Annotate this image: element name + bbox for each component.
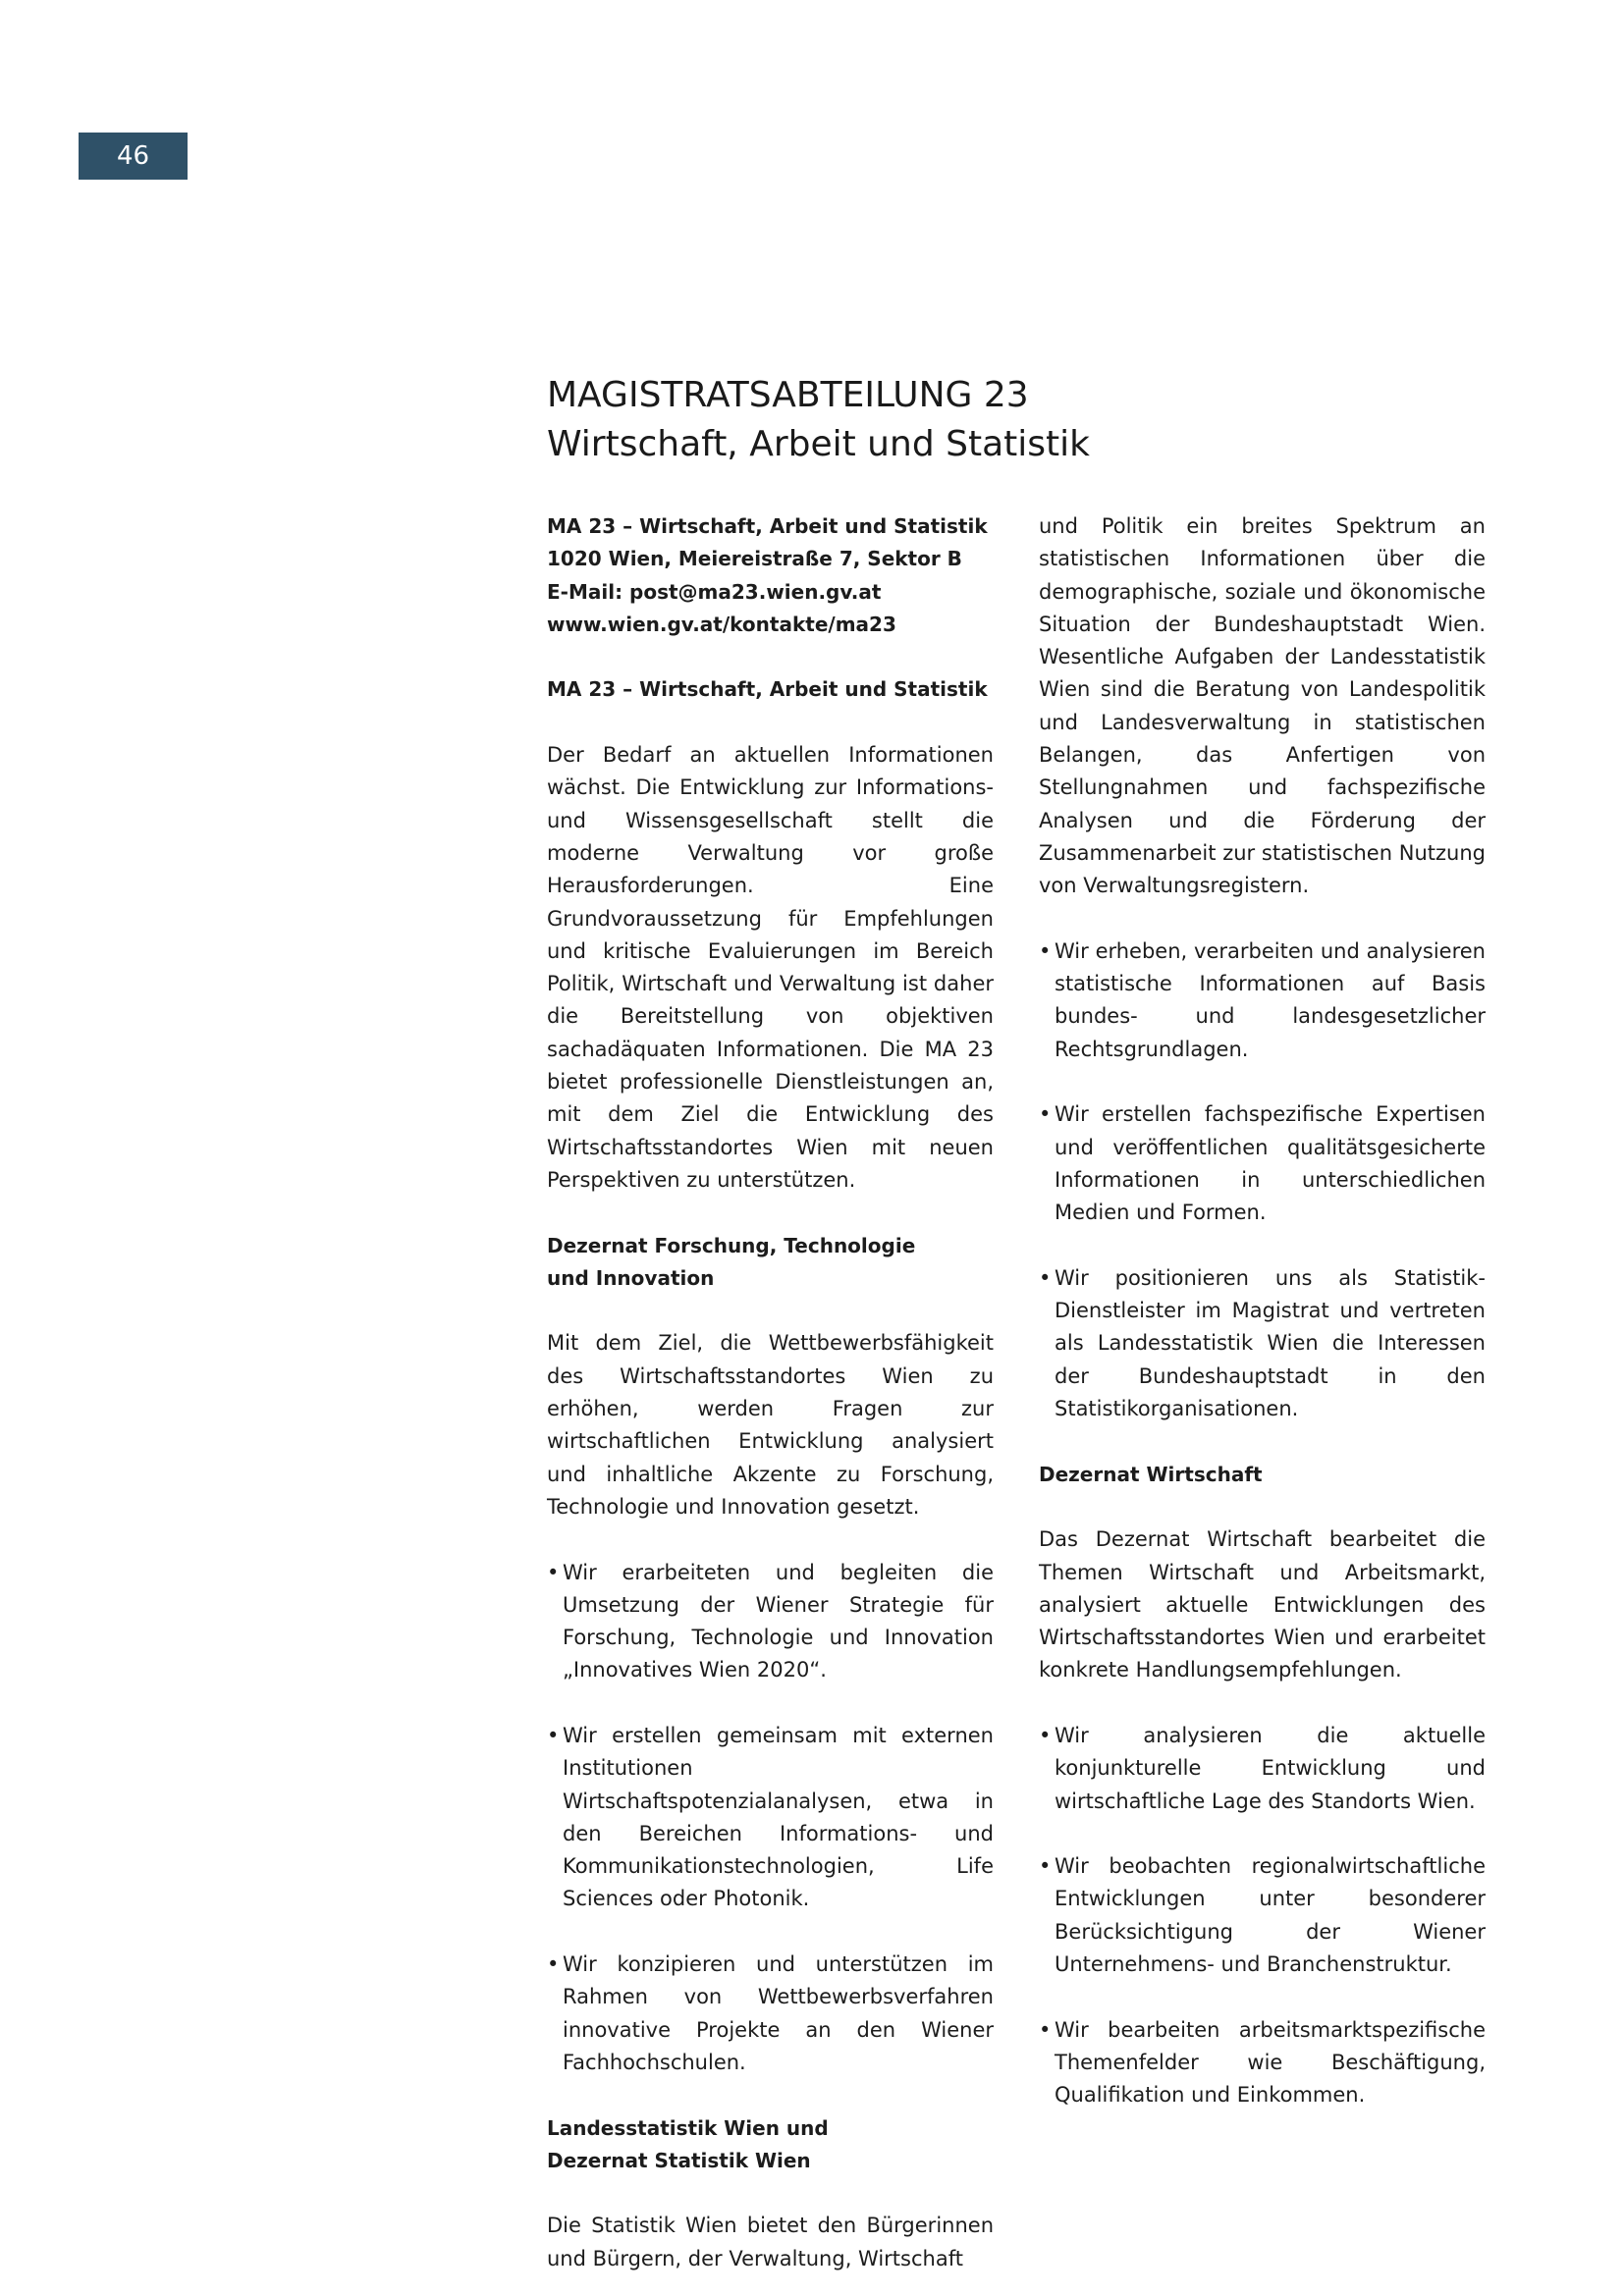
title-line-subtitle: Wirtschaft, Arbeit und Statistik	[547, 424, 1090, 464]
list-item: • Wir bearbeiten arbeitsmarktspezifische Themenfelder wie Beschäftigung, Qualifikation und Einkommen.	[1039, 2014, 1486, 2112]
section-forschung-text: Mit dem Ziel, die Wettbewerbsfähigkeit des Wirtschaftsstandortes Wien zu erhöhen, werden Fragen zur wirtschaftlichen Entwicklung analysiert und inhaltliche Akzente zu Forschung, Technologie und Innovation gesetzt.	[547, 1331, 994, 1519]
right-column	[1039, 510, 1486, 2145]
section-statistik-title-line1: Landesstatistik Wien und	[547, 2115, 829, 2140]
section-wirtschaft-text: Das Dezernat Wirtschaft bearbeitet die Themen Wirtschaft und Arbeitsmarkt, analysiert aktuelle Entwicklungen des Wirtschaftsstandortes Wien und erarbeitet konkrete Handlungsempfehlungen.	[1039, 1527, 1486, 1682]
left-column	[547, 510, 994, 2275]
list-item: • Wir analysieren die aktuelle konjunkturelle Entwicklung und wirtschaftliche Lage des Standorts Wien.	[1039, 1720, 1486, 1818]
section-forschung-title	[547, 1230, 994, 1296]
list-item: • Wir positionieren uns als Statistik-Dienstleister im Magistrat und vertreten als Landesstatistik Wien die Interessen der Bundeshauptstadt in den Statistikorganisationen.	[1039, 1262, 1486, 1425]
list-item: • Wir erarbeiteten und begleiten die Umsetzung der Wiener Strategie für Forschung, Technologie und Innovation „Innovatives Wien 2020“.	[547, 1557, 994, 1687]
section-main-text: Der Bedarf an aktuellen Informationen wächst. Die Entwicklung zur Informations- und Wissensgesellschaft stellt die moderne Verwaltung vor große Herausforderungen. Eine Grundvoraussetzung für Empfehlungen und kritische Evaluierungen im Bereich Politik, Wirtschaft und Verwaltung ist daher die Bereitstellung von objektiven sachadäquaten Informationen. Die MA 23 bietet professionelle Dienstleistungen an, mit dem Ziel die Entwicklung des Wirtschaftsstandortes Wien mit neuen Perspektiven zu unterstützen.	[547, 743, 994, 1192]
contact-website[interactable]: www.wien.gv.at/kontakte/ma23	[547, 612, 896, 636]
section-statistik-text-start: Die Statistik Wien bietet den Bürgerinnen und Bürgern, der Verwaltung, Wirtschaft	[547, 2214, 994, 2270]
title-line-department: MAGISTRATSABTEILUNG 23	[547, 375, 1029, 415]
contact-name: MA 23 – Wirtschaft, Arbeit und Statistik	[547, 514, 988, 538]
contact-address: 1020 Wien, Meiereistraße 7, Sektor B	[547, 547, 962, 571]
list-item: • Wir erstellen gemeinsam mit externen Institutionen Wirtschaftspotenzialanalysen, etwa in den Bereichen Informations- und Kommunikationstechnologien, Life Sciences oder Photonik.	[547, 1720, 994, 1916]
section-forschung-title-line1: Dezernat Forschung, Technologie	[547, 1233, 916, 1257]
section-statistik-title-line2: Dezernat Statistik Wien	[547, 2148, 811, 2172]
section-statistik-text-continued: und Politik ein breites Spektrum an statistischen Informationen über die demographische, soziale und ökonomische Situation der Bundeshauptstadt Wien. Wesentliche Aufgaben der Landesstatistik Wien sind die Beratung von Landespolitik und Landesverwaltung in statistischen Belangen, das Anfertigen von Stellungnahmen und fachspezifische Analysen und die Förderung der Zusammenarbeit zur statistischen Nutzung von Verwaltungsregistern.	[1039, 514, 1486, 898]
contact-email[interactable]: E-Mail: post@ma23.wien.gv.at	[547, 579, 882, 604]
section-main-title: MA 23 – Wirtschaft, Arbeit und Statistik	[547, 677, 988, 702]
section-wirtschaft-title: Dezernat Wirtschaft	[1039, 1462, 1263, 1486]
forschung-bullet-list	[547, 1557, 994, 2080]
statistik-bullet-list	[1039, 935, 1486, 1425]
list-item: • Wir erstellen fachspezifische Expertisen und veröffentlichen qualitätsgesicherte Informationen in unterschiedlichen Medien und Formen.	[1039, 1098, 1486, 1229]
wirtschaft-bullet-list	[1039, 1720, 1486, 2112]
section-forschung-title-line2: und Innovation	[547, 1265, 715, 1290]
list-item: • Wir konzipieren und unterstützen im Rahmen von Wettbewerbsverfahren innovative Projekte an den Wiener Fachhochschulen.	[547, 1949, 994, 2079]
contact-block	[547, 510, 994, 641]
list-item: • Wir beobachten regionalwirtschaftliche Entwicklungen unter besonderer Berücksichtigung der Wiener Unternehmens- und Branchenstruktur.	[1039, 1850, 1486, 1981]
list-item: • Wir erheben, verarbeiten und analysieren statistische Informationen auf Basis bundes- und landesgesetzlicher Rechtsgrundlagen.	[1039, 935, 1486, 1066]
page-number: 46	[79, 133, 188, 180]
page-title	[547, 371, 1489, 469]
section-statistik-title	[547, 2112, 994, 2178]
